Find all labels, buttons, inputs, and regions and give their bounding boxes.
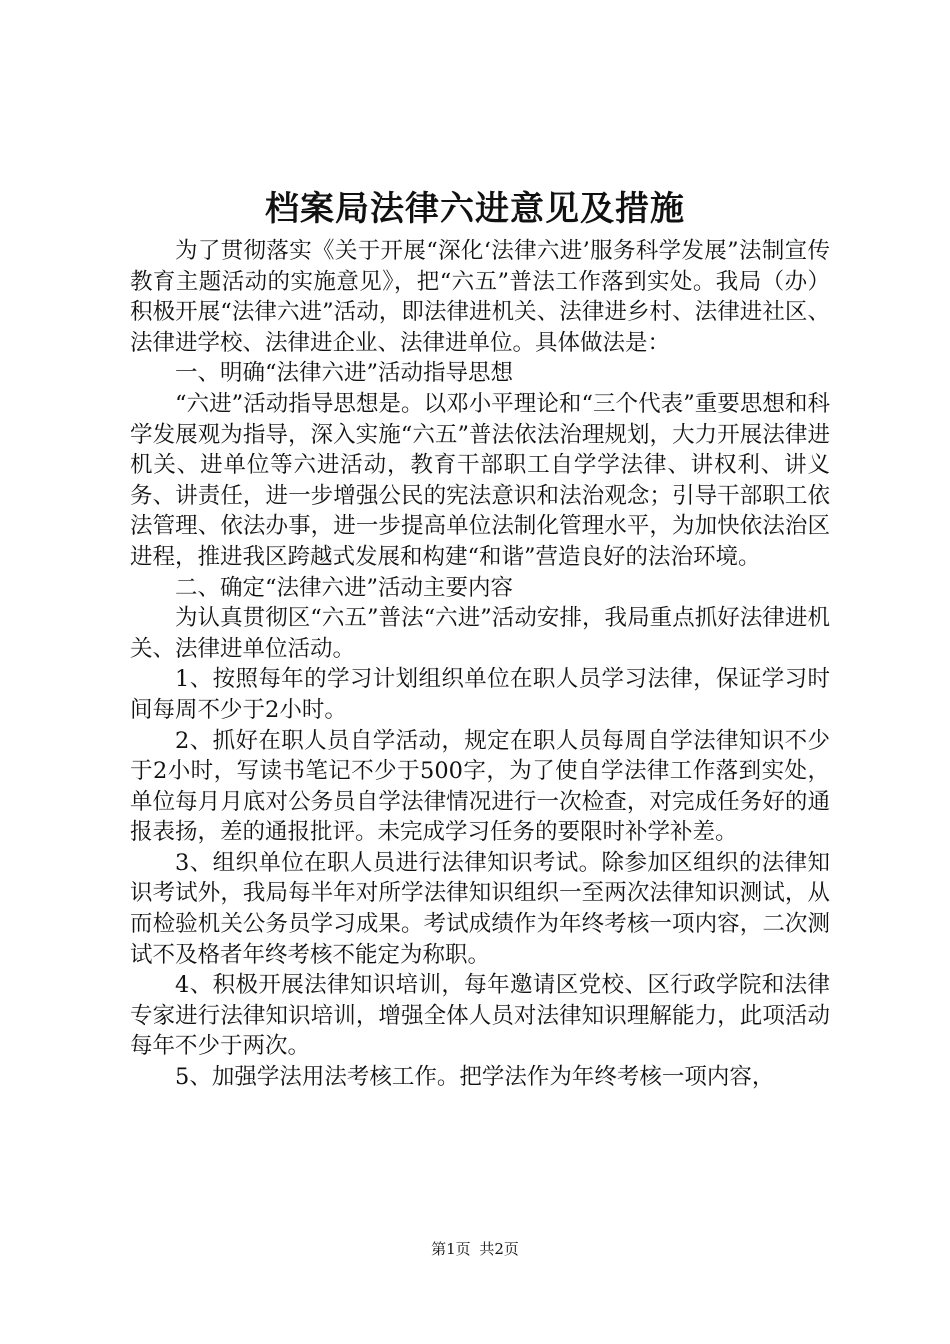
list-item-1: 1、按照每年的学习计划组织单位在职人员学习法律，保证学习时间每周不少于2小时。 [130,666,830,723]
list-item-4: 4、积极开展法律知识培训，每年邀请区党校、区行政学院和法律专家进行法律知识培训，增强全体人员对法律知识理解能力，此项活动每年不少于两次。 [130,972,830,1060]
page-total: 共2页 [479,1240,519,1258]
page-footer [0,1239,950,1259]
document-body [130,236,830,1093]
list-item-5: 5、加强学法用法考核工作。把学法作为年终考核一项内容， [175,1064,775,1091]
page-number: 第1页 [431,1240,471,1258]
list-item-2: 2、抓好在职人员自学活动，规定在职人员每周自学法律知识不少于2小时，写读书笔记不少于500字，为了使自学法律工作落到实处，单位每月月底对公务员自学法律情况进行一次检查，对完成任务好的通报表扬，差的通报批评。未完成学习任务的要限时补学补差。 [130,727,830,846]
document-title: 档案局法律六进意见及措施 [265,189,685,229]
section-heading-1: 一、明确“法律六进”活动指导思想 [175,360,514,387]
paragraph-main-content: 为认真贯彻区“六五”普法“六进”活动安排，我局重点抓好法律进机关、法律进单位活动。 [130,605,830,662]
list-item-3: 3、组织单位在职人员进行法律知识考试。除参加区组织的法律知识考试外，我局每半年对所学法律知识组织一至两次法律知识测试，从而检验机关公务员学习成果。考试成绩作为年终考核一项内容，二次测试不及格者年终考核不能定为称职。 [130,849,830,968]
paragraph-guiding-thought: “六进”活动指导思想是。以邓小平理论和“三个代表”重要思想和科学发展观为指导，深入实施“六五”普法依法治理规划，大力开展法律进机关、进单位等六进活动，教育干部职工自学学法律、讲权利、讲义务、讲责任，进一步增强公民的宪法意识和法治观念；引导干部职工依法管理、依法办事，进一步提高单位法制化管理水平，为加快依法治区进程，推进我区跨越式发展和构建“和谐”营造良好的法治环境。 [130,390,830,570]
section-heading-2: 二、确定“法律六进”活动主要内容 [175,574,514,601]
paragraph-intro: 为了贯彻落实《关于开展“深化‘法律六进’服务科学发展”法制宣传教育主题活动的实施意见》，把“六五”普法工作落到实处。我局（办）积极开展“法律六进”活动，即法律进机关、法律进乡村、法律进社区、法律进学校、法律进企业、法律进单位。具体做法是： [130,238,830,356]
